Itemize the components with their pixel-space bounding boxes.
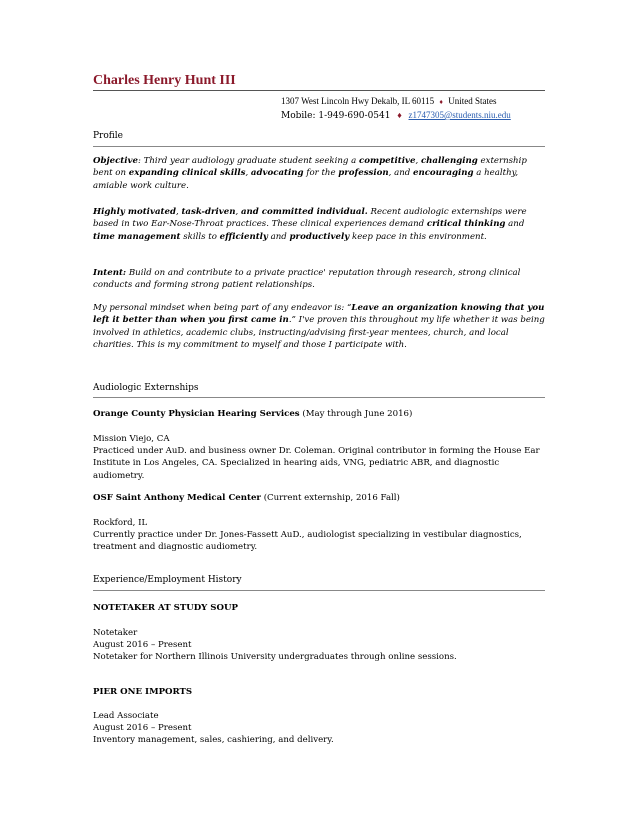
objective-keyword: advocating bbox=[250, 168, 304, 179]
objective-keyword: expanding clinical skills bbox=[128, 168, 246, 179]
diamond-bullet-icon: ♦ bbox=[439, 98, 443, 106]
intent-label: Intent: bbox=[93, 268, 127, 278]
mobile: Mobile: 1-949-690-0541 bbox=[281, 111, 391, 121]
motivation-text: Recent audiologic externships were based in two Ear-Nose-Throat practices. These clinical experiences demand bbox=[93, 207, 527, 230]
externship-location: Rockford, IL bbox=[93, 518, 148, 528]
profile-heading: Profile bbox=[93, 131, 123, 141]
country: United States bbox=[448, 96, 497, 106]
profile-divider bbox=[93, 146, 545, 147]
motivation-text: and bbox=[505, 219, 525, 230]
objective-text: for the bbox=[303, 168, 339, 179]
motivation-keyword: critical thinking bbox=[426, 219, 506, 230]
objective-keyword: competitive bbox=[359, 156, 416, 166]
objective-keyword: encouraging bbox=[412, 168, 474, 179]
job-description: Inventory management, sales, cashiering, and delivery. bbox=[93, 735, 334, 745]
objective-text: a healthy, amiable work culture. bbox=[93, 168, 519, 191]
objective-text: , bbox=[415, 156, 421, 166]
motivation-keyword: time management bbox=[93, 231, 181, 242]
externship-entry bbox=[93, 408, 545, 420]
externship-location: Mission Viejo, CA bbox=[93, 434, 170, 444]
job-description: Notetaker for Northern Illinois University undergraduates through online sessions. bbox=[93, 652, 457, 662]
motivation-text: and bbox=[267, 231, 290, 242]
contact-line bbox=[281, 110, 511, 121]
objective-label: Objective bbox=[93, 156, 138, 166]
motivation-text: , bbox=[175, 207, 182, 217]
objective-text: externship bent on bbox=[93, 156, 527, 179]
address: 1307 West Lincoln Hwy Dekalb, IL 60115 bbox=[281, 96, 435, 106]
motivation-keyword: productively bbox=[289, 231, 350, 242]
motivation-keyword: Highly motivated bbox=[93, 207, 176, 217]
mindset-text: .” I've proven this throughout my life whether it was being involved in athletics, academic clubs, instructing/advising first-year mentees, church, and local charities. This is my commitment to myself and those I participate with. bbox=[93, 315, 545, 351]
mindset-quote: Leave an organization knowing that you left it better than when you first came in bbox=[93, 303, 545, 326]
objective-text: , bbox=[245, 168, 251, 179]
objective-paragraph bbox=[93, 155, 545, 192]
objective-text: : Third year audiology graduate student seeking a bbox=[138, 156, 360, 166]
experience-heading: Experience/Employment History bbox=[93, 575, 242, 585]
candidate-name: Charles Henry Hunt III bbox=[93, 73, 236, 88]
externships-heading: Audiologic Externships bbox=[93, 383, 199, 393]
experience-divider bbox=[93, 590, 545, 591]
externship-entry bbox=[93, 492, 545, 504]
name-divider bbox=[93, 90, 545, 91]
motivation-text: , bbox=[235, 207, 241, 217]
job-role: Notetaker bbox=[93, 628, 138, 638]
motivation-text: keep pace in this environment. bbox=[349, 231, 487, 242]
mindset-text: My personal mindset when being part of any endeavor is: “ bbox=[93, 303, 352, 313]
mindset-paragraph bbox=[93, 302, 545, 352]
externship-period: (May through June 2016) bbox=[299, 409, 413, 419]
job-dates: August 2016 – Present bbox=[93, 640, 192, 650]
job-dates: August 2016 – Present bbox=[93, 723, 192, 733]
objective-keyword: profession bbox=[338, 168, 389, 179]
externship-period: (Current externship, 2016 Fall) bbox=[260, 493, 400, 503]
externship-title: OSF Saint Anthony Medical Center bbox=[93, 493, 261, 503]
externship-title: Orange County Physician Hearing Services bbox=[93, 409, 300, 419]
address-line bbox=[281, 96, 497, 106]
objective-keyword: challenging bbox=[420, 156, 478, 166]
employer-name: PIER ONE IMPORTS bbox=[93, 687, 193, 697]
motivation-text: skills to bbox=[180, 231, 220, 242]
diamond-bullet-icon: ♦ bbox=[396, 112, 403, 120]
email-link[interactable]: z1747305@students.niu.edu bbox=[408, 110, 511, 120]
motivation-keyword: task-driven bbox=[181, 207, 236, 217]
job-role: Lead Associate bbox=[93, 711, 159, 721]
externship-description: Currently practice under Dr. Jones-Fassett AuD., audiologist specializing in vestibular diagnostics, treatment and diagnostic audiometry. bbox=[93, 530, 522, 553]
motivation-keyword: efficiently bbox=[219, 231, 268, 242]
externships-divider bbox=[93, 397, 545, 398]
motivation-keyword: and committed individual. bbox=[240, 207, 368, 217]
externship-description: Practiced under AuD. and business owner Dr. Coleman. Original contributor in forming the House Ear Institute in Los Angeles, CA. Specialized in hearing aids, VNG, pediatric ABR, and diagnostic audiometry. bbox=[93, 446, 540, 481]
objective-text: , and bbox=[388, 168, 413, 179]
motivation-paragraph bbox=[93, 206, 545, 243]
intent-text: Build on and contribute to a private practice' reputation through research, strong clinical conducts and forming strong patient relationships. bbox=[93, 268, 521, 291]
intent-paragraph bbox=[93, 267, 545, 292]
employer-name: NOTETAKER AT STUDY SOUP bbox=[93, 603, 238, 613]
